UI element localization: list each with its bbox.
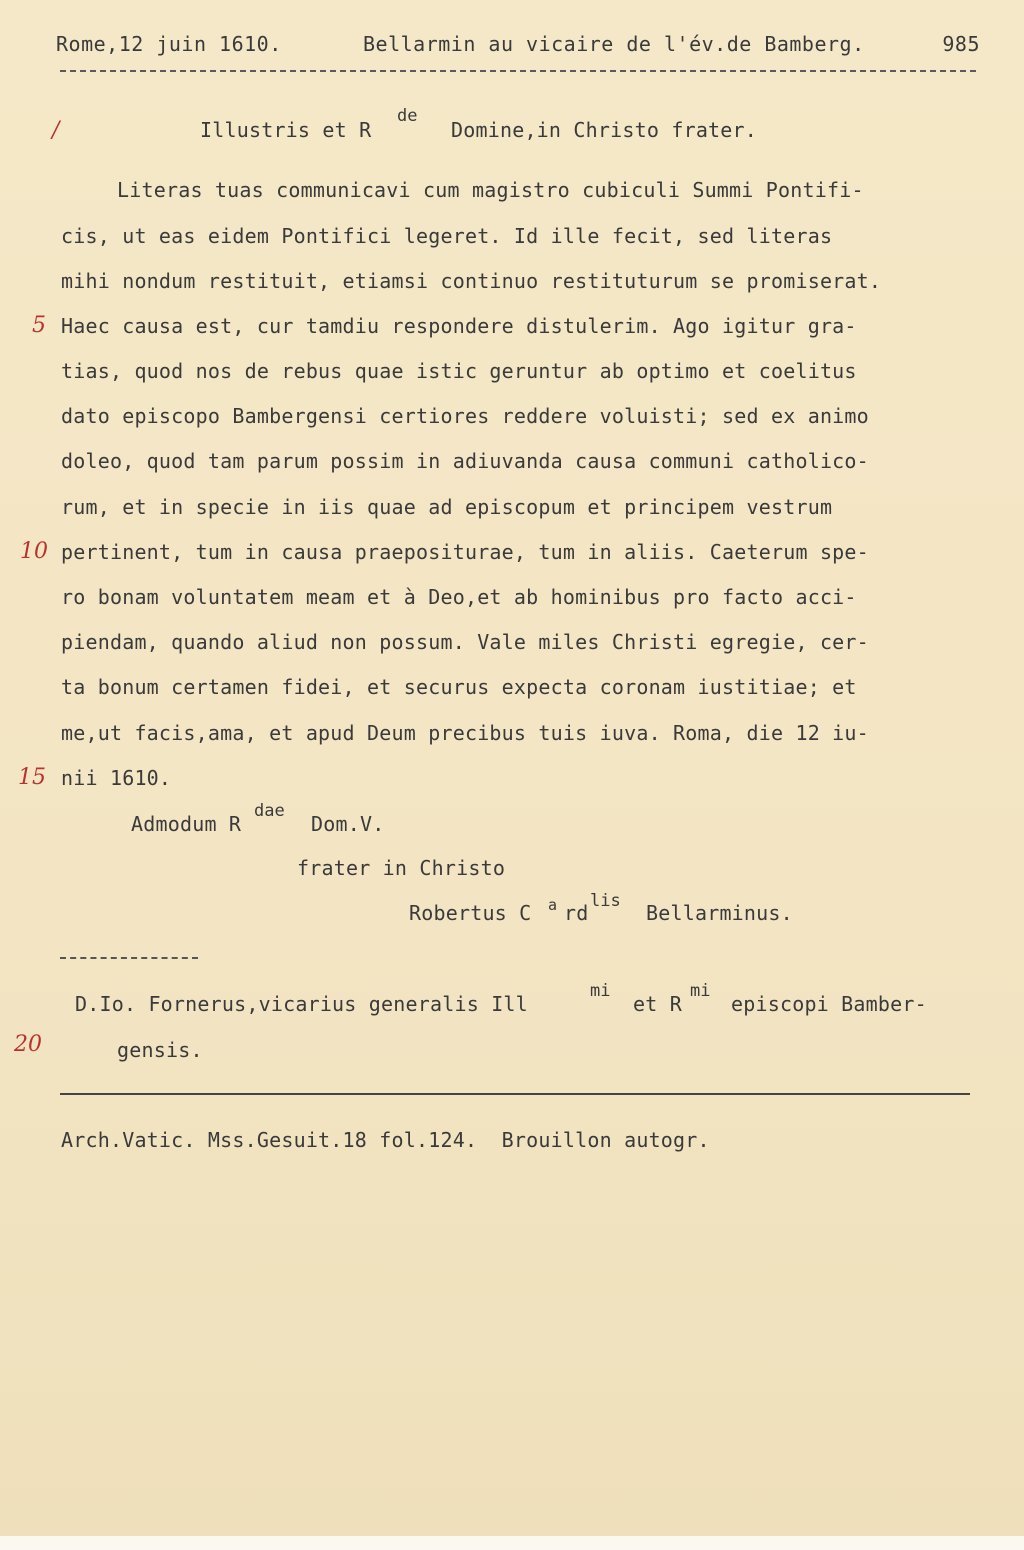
body-line: ro bonam voluntatem meam et à Deo,et ab hominibus pro facto acci- <box>61 585 857 609</box>
separator-short-dashes <box>60 957 198 959</box>
address-superscript-1: mi <box>590 981 611 1001</box>
margin-mark-20: 20 <box>14 1032 42 1057</box>
salutation-text: Illustris et R <box>200 118 372 142</box>
body-line: ta bonum certamen fidei, et securus expecta coronam iustitiae; et <box>61 675 857 699</box>
body-line: pertinent, tum in causa praepositurae, tum in aliis. Caeterum spe- <box>61 540 869 564</box>
body-line: me,ut facis,ama, et apud Deum precibus tuis iuva. Roma, die 12 iu- <box>61 721 869 745</box>
signature-small-letter: a <box>548 896 558 914</box>
body-line: tias, quod nos de rebus quae istic geruntur ab optimo et coelitus <box>61 359 857 383</box>
header-dashed-rule <box>60 70 976 72</box>
closing-admodum-after: Dom.V. <box>311 812 385 836</box>
margin-mark-5: 5 <box>32 313 46 338</box>
address-line-mid: et R <box>633 992 682 1016</box>
body-line: Haec causa est, cur tamdiu respondere distulerim. Ago igitur gra- <box>61 314 857 338</box>
body-line: dato episcopo Bambergensi certiores reddere voluisti; sed ex animo <box>61 404 869 428</box>
signature-name: Robertus C <box>409 901 532 925</box>
body-line: rum, et in specie in iis quae ad episcopum et principem vestrum <box>61 495 833 519</box>
address-superscript-2: mi <box>690 981 711 1001</box>
closing-admodum: Admodum R <box>131 812 242 836</box>
margin-mark-slash: / <box>52 118 60 143</box>
body-line: mihi nondum restituit, etiamsi continuo restituturum se promiserat. <box>61 269 882 293</box>
address-line-2: gensis. <box>117 1038 203 1062</box>
header-title: Bellarmin au vicaire de l'év.de Bamberg. <box>363 32 865 56</box>
margin-mark-10: 10 <box>20 539 48 564</box>
body-line: cis, ut eas eidem Pontifici legeret. Id ille fecit, sed literas <box>61 224 833 248</box>
signature-rd: rd <box>564 901 589 925</box>
address-line: D.Io. Fornerus,vicarius generalis Ill <box>75 992 528 1016</box>
signature-surname: Bellarminus. <box>646 901 793 925</box>
body-line: piendam, quando aliud non possum. Vale miles Christi egregie, cer- <box>61 630 869 654</box>
salutation-superscript: de <box>397 106 418 126</box>
salutation-text-after: Domine,in Christo frater. <box>451 118 758 142</box>
margin-mark-15: 15 <box>18 765 46 790</box>
closing-frater: frater in Christo <box>297 856 506 880</box>
body-line: doleo, quod tam parum possim in adiuvanda causa communi catholico- <box>61 449 869 473</box>
closing-admodum-superscript: dae <box>254 801 285 821</box>
body-line: Literas tuas communicavi cum magistro cubiculi Summi Pontifi- <box>117 178 864 202</box>
header-date: Rome,12 juin 1610. <box>56 32 282 56</box>
footer-rule <box>60 1093 970 1095</box>
page-number: 985 <box>942 32 980 56</box>
source-citation: Arch.Vatic. Mss.Gesuit.18 fol.124. Brouillon autogr. <box>61 1128 710 1152</box>
body-line: nii 1610. <box>61 766 172 790</box>
signature-superscript: lis <box>590 891 621 911</box>
page-bottom-edge <box>0 1536 1024 1550</box>
page-header <box>56 32 980 60</box>
address-line-after: episcopi Bamber- <box>731 992 927 1016</box>
